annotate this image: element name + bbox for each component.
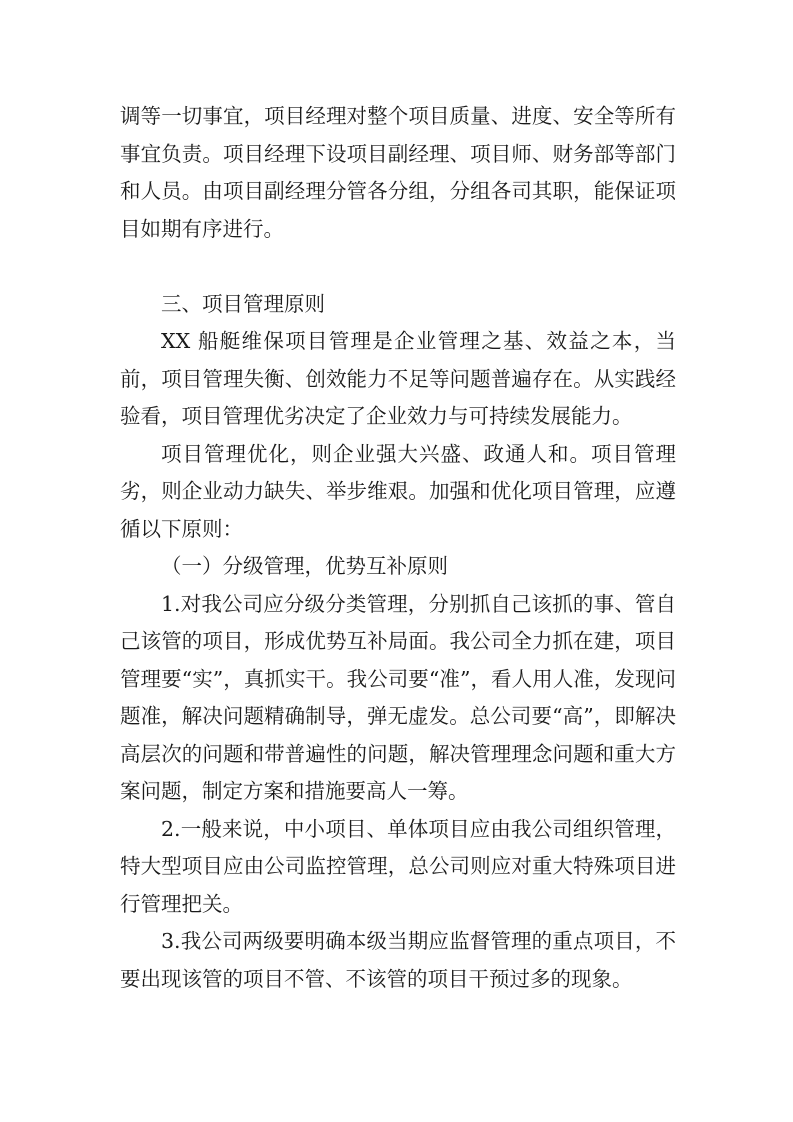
numbered-paragraph: 3.我公司两级要明确本级当期应监督管理的重点项目，不要出现该管的项目不管、不该管的项目干预过多的现象。 (120, 929, 676, 991)
section-heading: 三、项目管理原则 (161, 291, 325, 316)
numbered-paragraph: 1.对我公司应分级分类管理，分别抓自己该抓的事、管自己该管的项目，形成优势互补局面。我公司全力抓在建，项目管理要“实”，真抓实干。我公司要“准”，看人用人准，发现问题准，解决问题精确制导，弹无虚发。总公司要“高”，即解决高层次的问题和带普遍性的问题，解决管理理念问题和重大方案问题，制定方案和措施要高人一筹。 (120, 591, 676, 803)
subsection-heading: （一）分级管理，优势互补原则 (161, 554, 448, 578)
document-body (120, 98, 676, 998)
section-spacer (120, 248, 676, 286)
body-paragraph: 项目管理优化，则企业强大兴盛、政通人和。项目管理劣，则企业动力缺失、举步维艰。加强和优化项目管理，应遵循以下原则： (120, 441, 676, 541)
paragraph-continuation: 调等一切事宜，项目经理对整个项目质量、进度、安全等所有事宜负责。项目经理下设项目副经理、项目师、财务部等部门和人员。由项目副经理分管各分组，分组各司其职，能保证项目如期有序进行。 (120, 104, 676, 241)
numbered-paragraph: 2.一般来说，中小项目、单体项目应由我公司组织管理，特大型项目应由公司监控管理，总公司则应对重大特殊项目进行管理把关。 (120, 816, 676, 916)
body-paragraph: XX 船艇维保项目管理是企业管理之基、效益之本，当前，项目管理失衡、创效能力不足等问题普遍存在。从实践经验看，项目管理优劣决定了企业效力与可持续发展能力。 (120, 329, 676, 428)
